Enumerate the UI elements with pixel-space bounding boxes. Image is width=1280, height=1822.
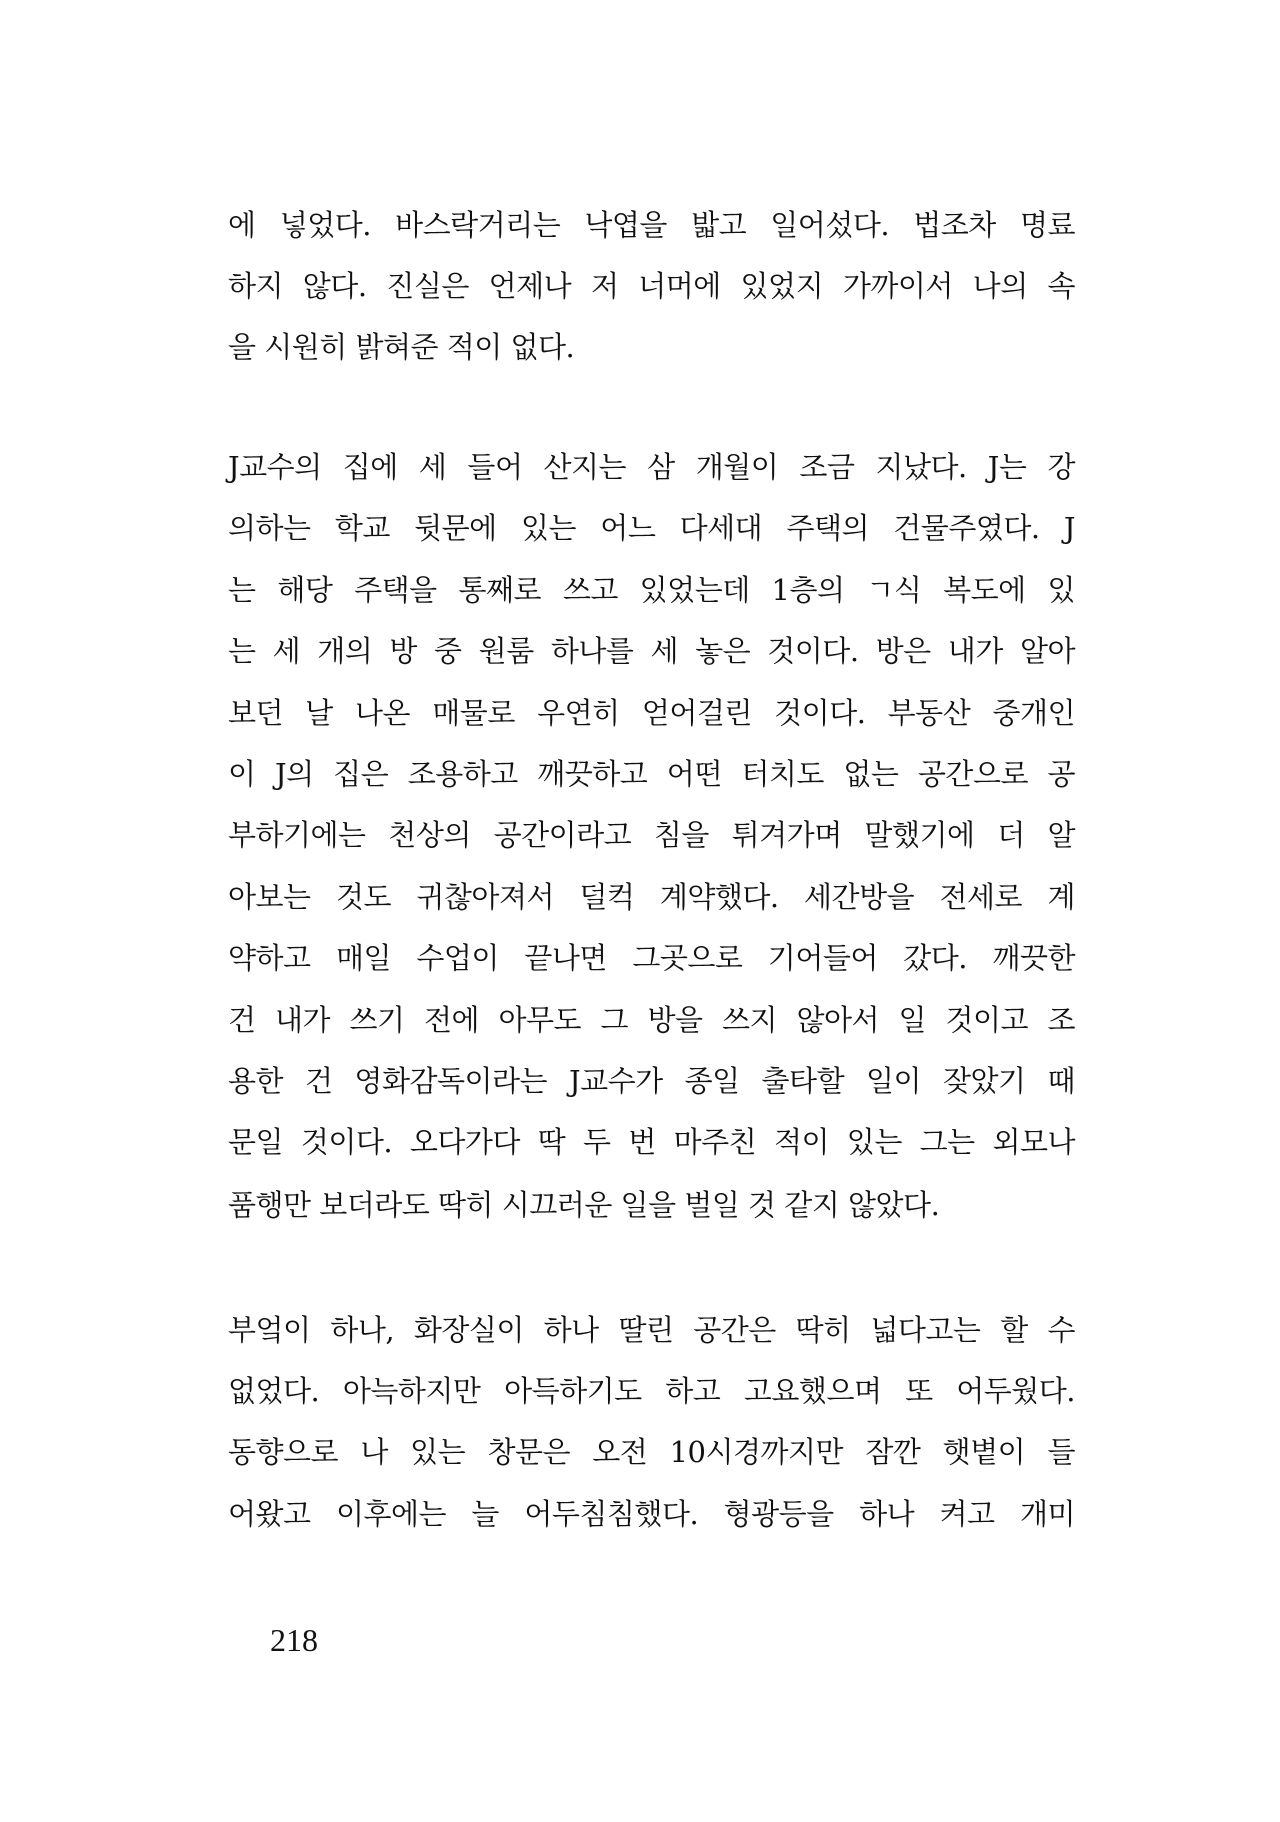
- text-line: 아보는 것도 귀찮아져서 덜컥 계약했다. 세간방을 전세로 계: [228, 880, 1075, 914]
- text-line: 보던 날 나온 매물로 우연히 얻어걸린 것이다. 부동산 중개인: [228, 696, 1075, 730]
- text-line: 없었다. 아늑하지만 아득하기도 하고 고요했으며 또 어두웠다.: [228, 1374, 1075, 1408]
- page-number: 218: [270, 1622, 318, 1658]
- text-line: 약하고 매일 수업이 끝나면 그곳으로 기어들어 갔다. 깨끗한: [228, 941, 1075, 975]
- text-line: 이 J의 집은 조용하고 깨끗하고 어떤 터치도 없는 공간으로 공: [228, 757, 1075, 791]
- text-line: 에 넣었다. 바스락거리는 낙엽을 밟고 일어섰다. 법조차 명료: [228, 208, 1075, 242]
- text-line: 의하는 학교 뒷문에 있는 어느 다세대 주택의 건물주였다. J: [228, 511, 1075, 545]
- text-line: 동향으로 나 있는 창문은 오전 10시경까지만 잠깐 햇볕이 들: [228, 1435, 1075, 1469]
- text-line: J교수의 집에 세 들어 산지는 삼 개월이 조금 지났다. J는 강: [228, 450, 1075, 484]
- text-line: 어왔고 이후에는 늘 어두침침했다. 형광등을 하나 켜고 개미: [228, 1497, 1075, 1531]
- text-line: 는 세 개의 방 중 원룸 하나를 세 놓은 것이다. 방은 내가 알아: [228, 634, 1075, 668]
- text-line: 하지 않다. 진실은 언제나 저 너머에 있었지 가까이서 나의 속: [228, 269, 1075, 303]
- text-line: 품행만 보더라도 딱히 시끄러운 일을 벌일 것 같지 않았다.: [228, 1188, 940, 1222]
- text-line: 부엌이 하나, 화장실이 하나 딸린 공간은 딱히 넓다고는 할 수: [228, 1313, 1075, 1347]
- text-line: 건 내가 쓰기 전에 아무도 그 방을 쓰지 않아서 일 것이고 조: [228, 1003, 1075, 1037]
- text-line: 부하기에는 천상의 공간이라고 침을 튀겨가며 말했기에 더 알: [228, 818, 1075, 852]
- text-line: 용한 건 영화감독이라는 J교수가 종일 출타할 일이 잦았기 때: [228, 1064, 1075, 1098]
- text-line: 을 시원히 밝혀준 적이 없다.: [228, 330, 575, 364]
- text-line: 문일 것이다. 오다가다 딱 두 번 마주친 적이 있는 그는 외모나: [228, 1125, 1075, 1159]
- text-line: 는 해당 주택을 통째로 쓰고 있었는데 1층의 ㄱ식 복도에 있: [228, 573, 1075, 607]
